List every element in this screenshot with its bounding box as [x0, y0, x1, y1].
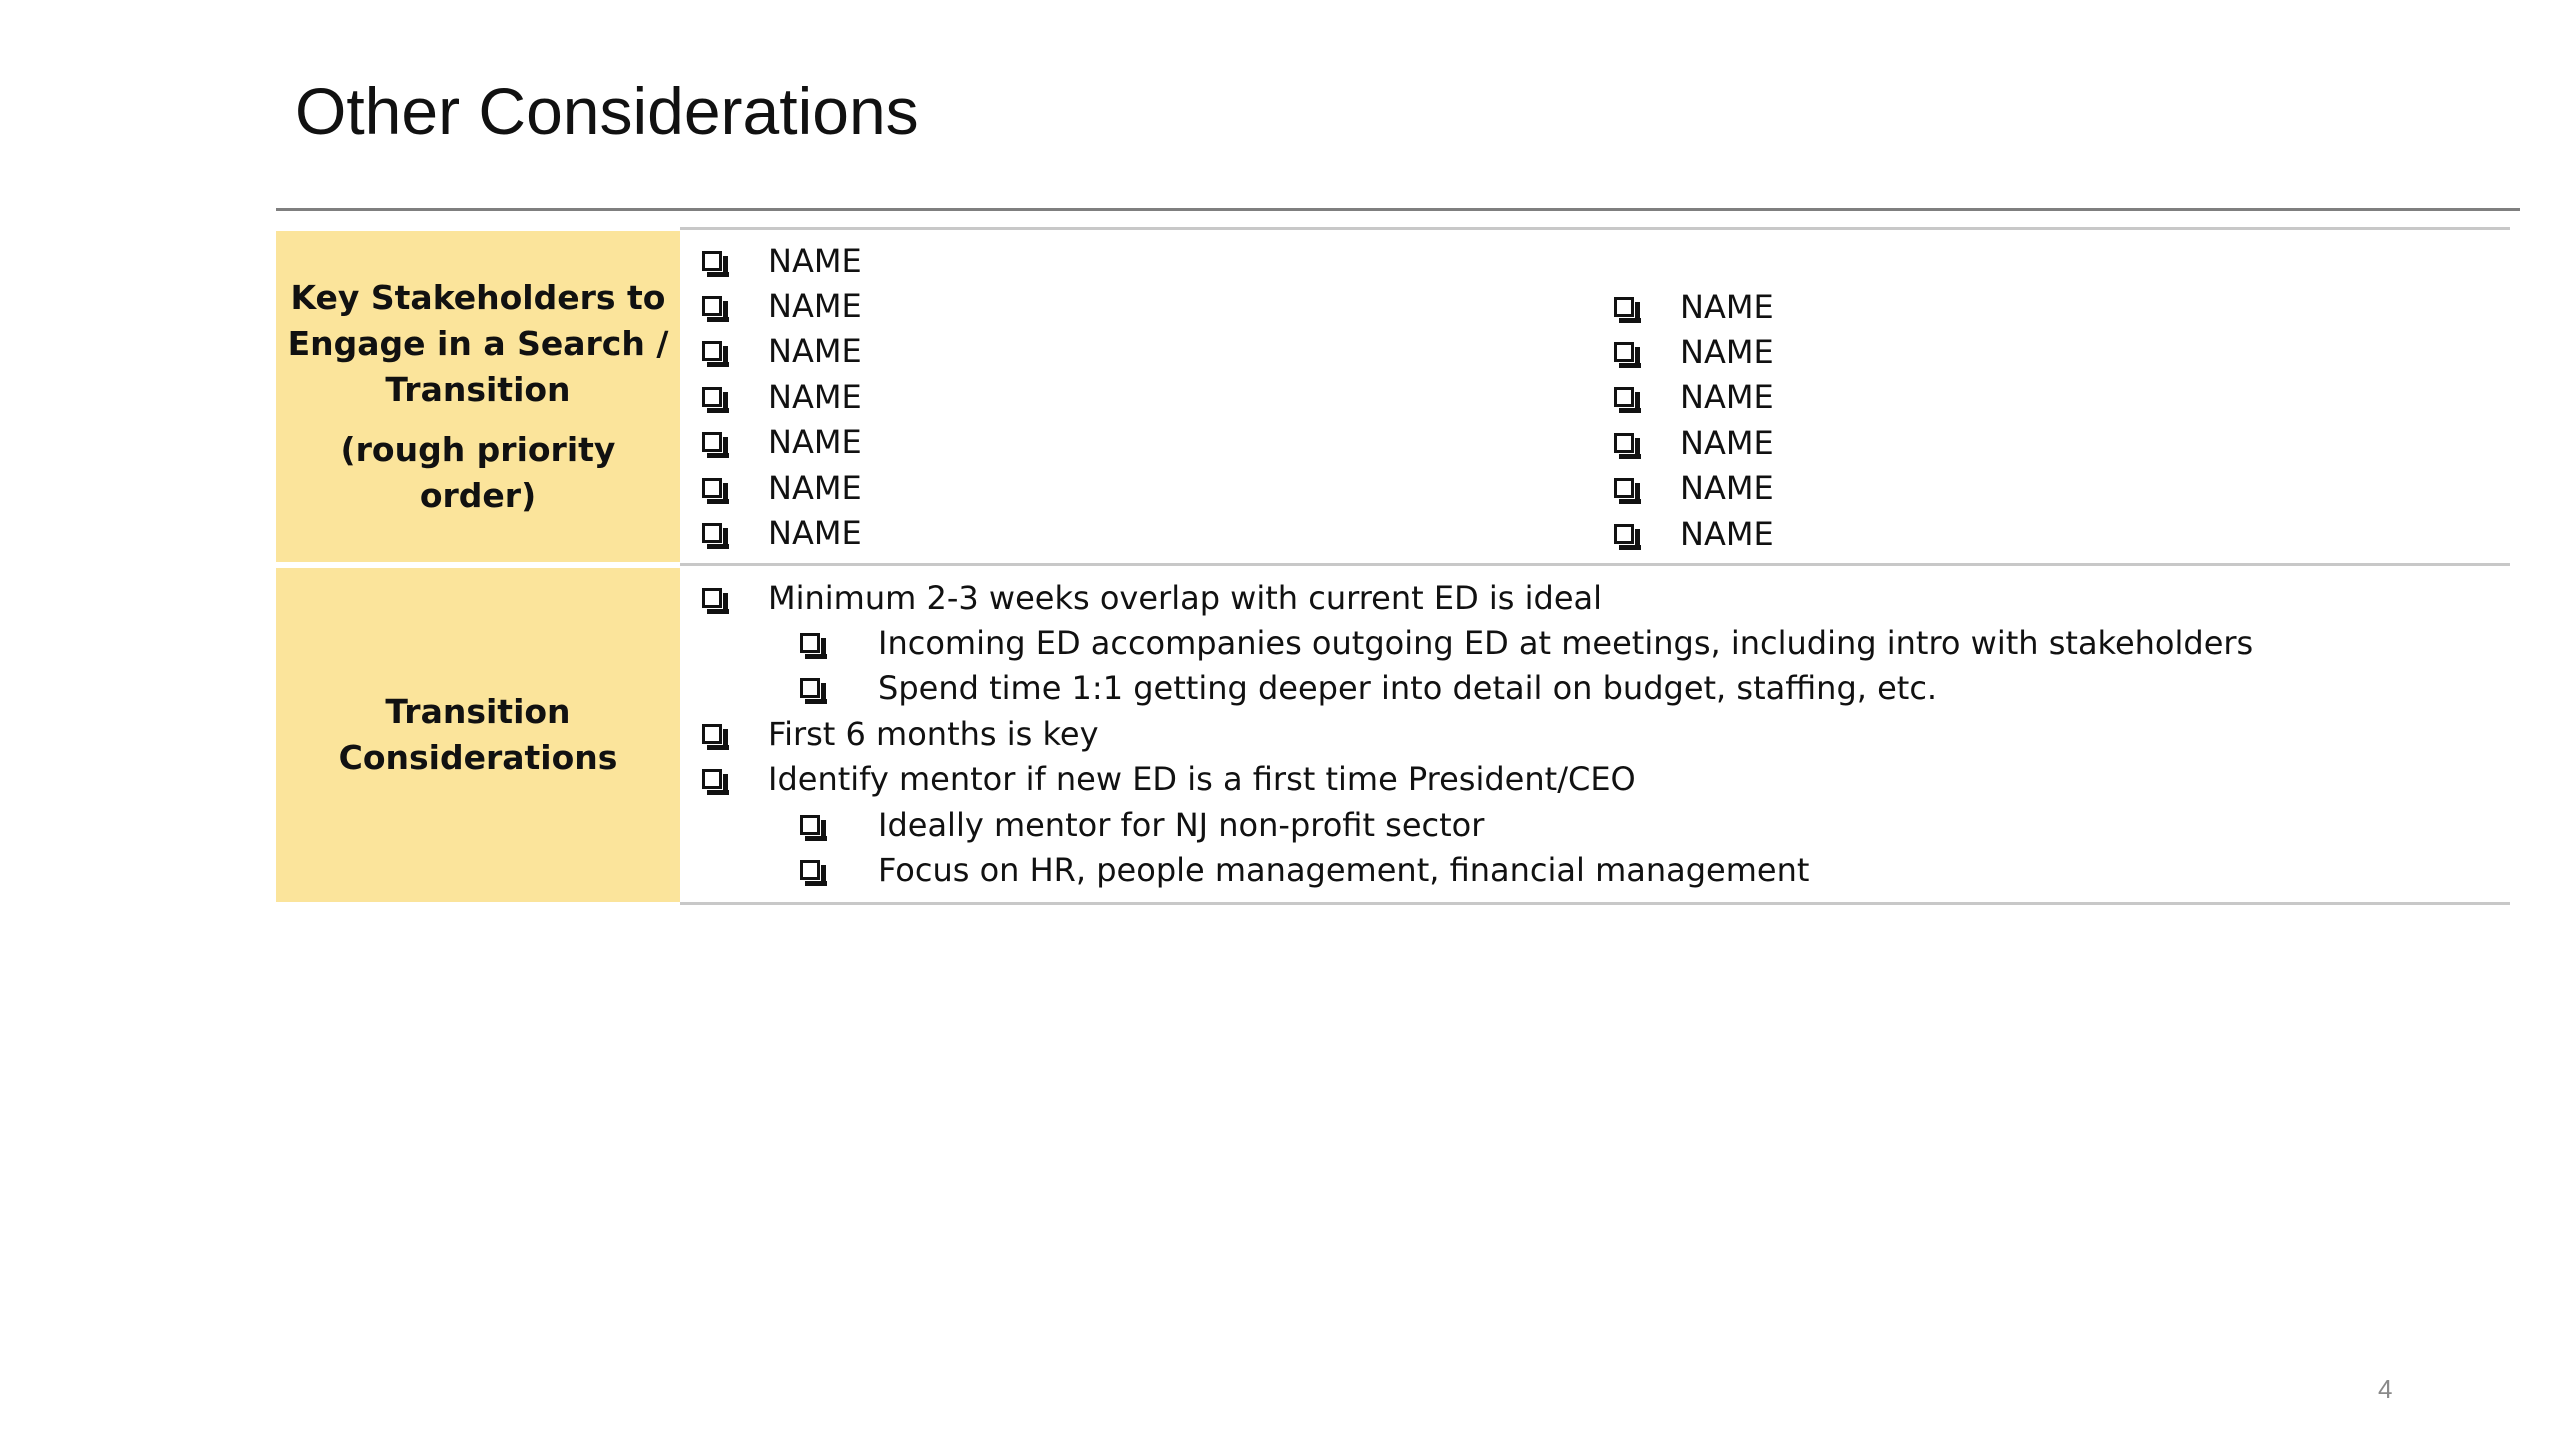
checkbox-icon[interactable]: [800, 860, 820, 880]
checkbox-icon[interactable]: [702, 478, 722, 498]
list-item: [702, 711, 2253, 756]
list-item: [702, 757, 2253, 802]
stakeholders-label-line-3: Transition: [385, 369, 571, 409]
list-item: [702, 575, 2253, 620]
checkbox-icon[interactable]: [702, 432, 722, 452]
checkbox-icon[interactable]: [702, 724, 722, 744]
row-divider-bottom: [680, 902, 2510, 905]
stakeholders-label-line-1: Key Stakeholders to: [290, 277, 666, 317]
row-divider-top: [680, 227, 2510, 230]
stakeholders-label-line-2: Engage in a Search /: [287, 323, 669, 363]
checkbox-icon[interactable]: [1614, 524, 1634, 544]
consideration-text: Focus on HR, people management, financial management: [878, 851, 1810, 890]
list-item-sub: [702, 620, 2253, 665]
title-divider: [276, 208, 2520, 211]
list-item: [702, 329, 862, 374]
list-item-sub: [702, 666, 2253, 711]
stakeholder-name: NAME: [1680, 333, 1774, 372]
checkbox-icon[interactable]: [1614, 433, 1634, 453]
stakeholder-name: NAME: [768, 332, 862, 371]
stakeholder-name: NAME: [1680, 423, 1774, 462]
page-number: 4: [2378, 1374, 2393, 1404]
checkbox-icon[interactable]: [1614, 387, 1634, 407]
checkbox-icon[interactable]: [1614, 297, 1634, 317]
stakeholder-name: NAME: [768, 423, 862, 462]
list-item: [1614, 511, 1774, 556]
row-divider-middle: [680, 563, 2510, 566]
list-item: [1614, 375, 1774, 420]
stakeholder-name: NAME: [768, 377, 862, 416]
checkbox-icon[interactable]: [1614, 478, 1634, 498]
list-item: [702, 510, 862, 555]
list-item: [1614, 420, 1774, 465]
checkbox-icon[interactable]: [702, 296, 722, 316]
stakeholder-name: NAME: [768, 468, 862, 507]
consideration-text: Identify mentor if new ED is a first time President/CEO: [768, 760, 1636, 799]
stakeholders-list-left: [702, 238, 862, 556]
checkbox-icon[interactable]: [800, 633, 820, 653]
list-item: [702, 238, 862, 283]
stakeholders-list-right: [1614, 284, 1774, 556]
checkbox-icon[interactable]: [1614, 342, 1634, 362]
consideration-text: Ideally mentor for NJ non-profit sector: [878, 805, 1485, 844]
checkbox-icon[interactable]: [800, 815, 820, 835]
stakeholder-name: NAME: [768, 241, 862, 280]
stakeholder-name: NAME: [1680, 287, 1774, 326]
consideration-text: Incoming ED accompanies outgoing ED at meetings, including intro with stakeholders: [878, 624, 2254, 663]
stakeholder-name: NAME: [1680, 514, 1774, 553]
list-item-sub: [702, 802, 2253, 847]
checkbox-icon[interactable]: [702, 341, 722, 361]
checkbox-icon[interactable]: [702, 523, 722, 543]
checkbox-icon[interactable]: [702, 588, 722, 608]
list-item: [702, 283, 862, 328]
checkbox-icon[interactable]: [800, 678, 820, 698]
transition-label-line-1: Transition: [385, 692, 571, 731]
stakeholders-label-subtitle: (rough priority order): [340, 429, 616, 515]
list-item-sub: [702, 847, 2253, 892]
stakeholder-name: NAME: [1680, 378, 1774, 417]
consideration-text: Spend time 1:1 getting deeper into detail on budget, staffing, etc.: [878, 669, 1938, 708]
slide-title: Other Considerations: [295, 74, 919, 148]
list-item: [702, 420, 862, 465]
stakeholder-name: NAME: [768, 514, 862, 553]
list-item: [702, 374, 862, 419]
list-item: [1614, 329, 1774, 374]
checkbox-icon[interactable]: [702, 251, 722, 271]
consideration-text: First 6 months is key: [768, 714, 1099, 753]
transition-list: [702, 575, 2253, 893]
stakeholder-name: NAME: [768, 287, 862, 326]
stakeholders-label-cell: [276, 231, 680, 562]
checkbox-icon[interactable]: [702, 387, 722, 407]
stakeholder-name: NAME: [1680, 469, 1774, 508]
transition-label-line-2: Considerations: [338, 738, 618, 777]
checkbox-icon[interactable]: [702, 769, 722, 789]
list-item: [1614, 466, 1774, 511]
list-item: [702, 465, 862, 510]
list-item: [1614, 284, 1774, 329]
consideration-text: Minimum 2-3 weeks overlap with current ED is ideal: [768, 578, 1602, 617]
transition-label-cell: [276, 568, 680, 902]
